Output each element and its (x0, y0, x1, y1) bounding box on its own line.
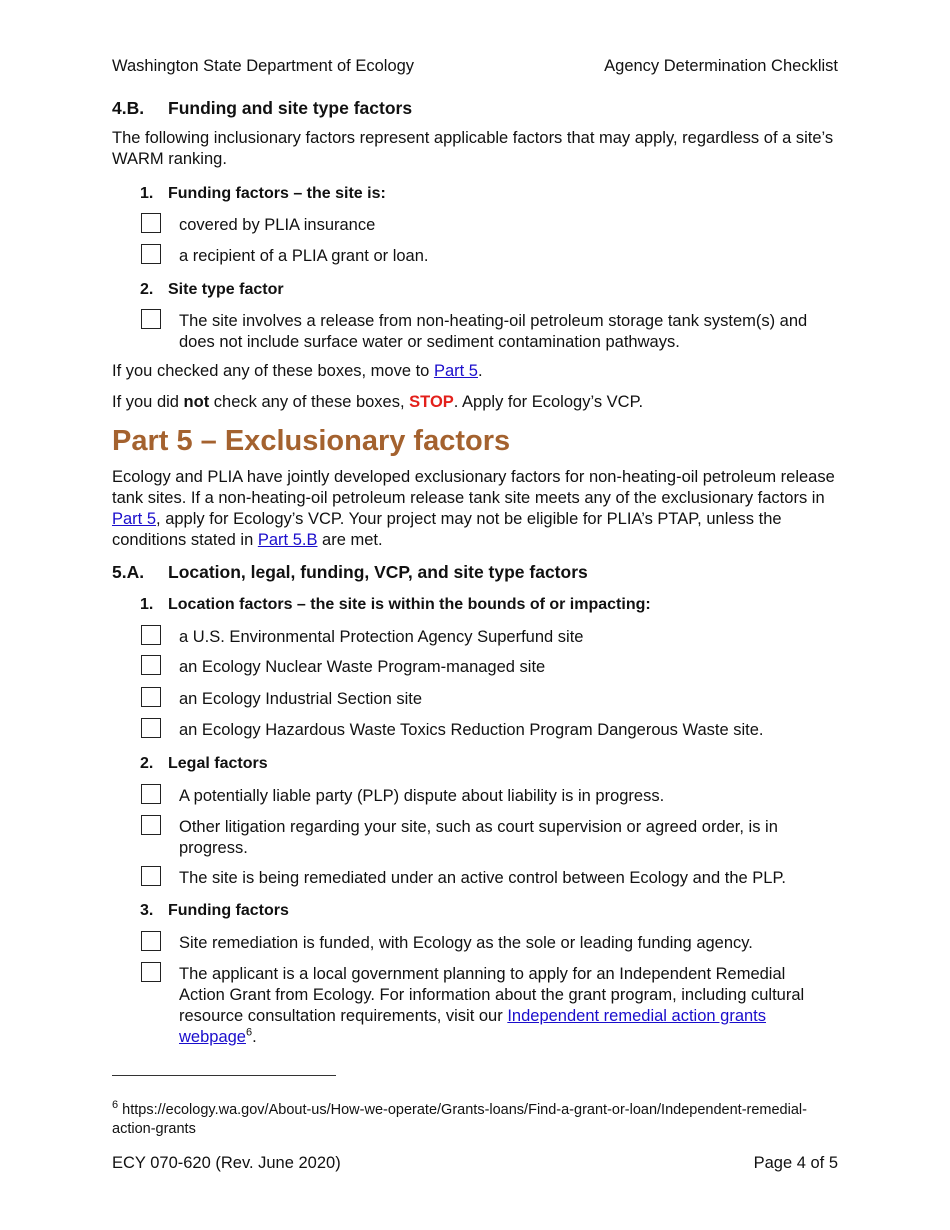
legal-factors-heading (140, 753, 268, 774)
checkbox-dangerous-waste[interactable] (141, 718, 161, 738)
part5-link[interactable]: Part 5 (433, 362, 478, 380)
section-5a-heading (112, 561, 588, 583)
part5-intro-text-2: , apply for Ecology’s VCP. Your project may not be eligible for PLIA’s PTAP, unless the conditions stated in (112, 510, 782, 549)
checkbox-other-litigation[interactable] (141, 815, 161, 835)
checkbox-active-control[interactable] (141, 866, 161, 886)
site-type-number: 2. (140, 281, 154, 298)
part5-intro (112, 467, 842, 551)
footnote-url: https://ecology.wa.gov/About-us/How-we-operate/Grants-loans/Find-a-grant-or-loan/Independent-remedial-action-grants (112, 1102, 807, 1137)
option-industrial-section: an Ecology Industrial Section site (179, 690, 423, 708)
not-checked-text: If you did (112, 393, 184, 411)
checked-text-end: . (477, 362, 483, 380)
part5-intro-text-3: are met. (317, 531, 383, 549)
checkbox-ecology-funded[interactable] (141, 931, 161, 951)
checkbox-site-type-release[interactable] (141, 309, 161, 329)
legal-factors-number: 2. (140, 755, 154, 772)
footnote-separator (112, 1075, 336, 1076)
funding-factors-5a-heading (140, 900, 289, 921)
footer-form-number: ECY 070-620 (Rev. June 2020) (112, 1154, 341, 1172)
section-4b-number: 4.B. (112, 98, 145, 118)
option-site-type-release: The site involves a release from non-heating-oil petroleum storage tank system(s) and does not include surface water or sediment contamination pathways. (179, 312, 808, 351)
part5-intro-link[interactable]: Part 5 (112, 510, 157, 528)
part5b-link[interactable]: Part 5.B (257, 531, 318, 549)
header-document-title: Agency Determination Checklist (604, 57, 838, 75)
part5-intro-text: Ecology and PLIA have jointly developed exclusionary factors for non-heating-oil petroleum release tank sites. If a non-heating-oil petroleum release tank site meets any of the exclusionary factors in (112, 468, 835, 507)
checkbox-plp-dispute[interactable] (141, 784, 161, 804)
option-plp-dispute: A potentially liable party (PLP) dispute about liability is in progress. (179, 787, 665, 805)
option-active-control: The site is being remediated under an active control between Ecology and the PLP. (179, 869, 786, 887)
option-other-litigation: Other litigation regarding your site, such as court supervision or agreed order, is in progress. (179, 818, 778, 857)
checked-text: If you checked any of these boxes, move to (112, 362, 434, 380)
section-4b-title: Funding and site type factors (168, 98, 413, 118)
not-checked-text-middle: check any of these boxes, (209, 393, 410, 411)
location-factors-heading (140, 594, 651, 615)
checkbox-industrial-section[interactable] (141, 687, 161, 707)
checkbox-epa-superfund[interactable] (141, 625, 161, 645)
checkbox-independent-grant[interactable] (141, 962, 161, 982)
stop-label: STOP (409, 393, 454, 411)
checkbox-nuclear-waste[interactable] (141, 655, 161, 675)
footnote (112, 1101, 832, 1139)
checked-instructions (112, 361, 483, 382)
checkbox-plia-grant[interactable] (141, 244, 161, 264)
header-agency: Washington State Department of Ecology (112, 57, 415, 75)
option-ecology-funded: Site remediation is funded, with Ecology as the sole or leading funding agency. (179, 934, 753, 952)
option-plia-grant: a recipient of a PLIA grant or loan. (179, 247, 429, 265)
site-type-heading (140, 279, 284, 300)
section-5a-title: Location, legal, funding, VCP, and site type factors (168, 562, 588, 582)
section-4b-intro: The following inclusionary factors represent applicable factors that may apply, regardless of a site’s WARM ranking. (112, 129, 834, 168)
legal-factors-title: Legal factors (168, 755, 268, 772)
footnote-reference: 6 (245, 1026, 253, 1039)
section-4b-heading (112, 97, 412, 119)
checkbox-plia-insurance[interactable] (141, 213, 161, 233)
independent-grants-link[interactable]: Independent remedial action grants webpage (179, 1007, 767, 1046)
funding-factors-heading (140, 183, 386, 204)
funding-factors-5a-title: Funding factors (168, 902, 289, 919)
site-type-title: Site type factor (168, 281, 284, 298)
independent-grant-text: The applicant is a local government planning to apply for an Independent Remedial Action Grant from Ecology. For information about the grant program, including cultural resource consultation requirements, visit our (179, 965, 805, 1025)
footer-page-number: Page 4 of 5 (753, 1154, 838, 1172)
independent-grant-text-end: . (252, 1028, 257, 1046)
section-5a-number: 5.A. (112, 562, 145, 582)
option-epa-superfund: a U.S. Environmental Protection Agency Superfund site (179, 628, 584, 646)
not-checked-instructions (112, 392, 643, 413)
location-factors-number: 1. (140, 596, 154, 613)
option-independent-grant (179, 964, 819, 1048)
location-factors-title: Location factors – the site is within the bounds of or impacting: (168, 596, 651, 613)
option-nuclear-waste: an Ecology Nuclear Waste Program-managed site (179, 658, 546, 676)
not-emphasis: not (183, 393, 210, 411)
part5-title: Part 5 – Exclusionary factors (112, 425, 511, 457)
funding-factors-number: 1. (140, 185, 154, 202)
not-checked-text-end: . Apply for Ecology’s VCP. (453, 393, 644, 411)
funding-factors-5a-number: 3. (140, 902, 154, 919)
option-plia-insurance: covered by PLIA insurance (179, 216, 376, 234)
footnote-number: 6 (112, 1099, 119, 1112)
option-dangerous-waste: an Ecology Hazardous Waste Toxics Reduction Program Dangerous Waste site. (179, 721, 764, 739)
funding-factors-title: Funding factors – the site is: (168, 185, 386, 202)
